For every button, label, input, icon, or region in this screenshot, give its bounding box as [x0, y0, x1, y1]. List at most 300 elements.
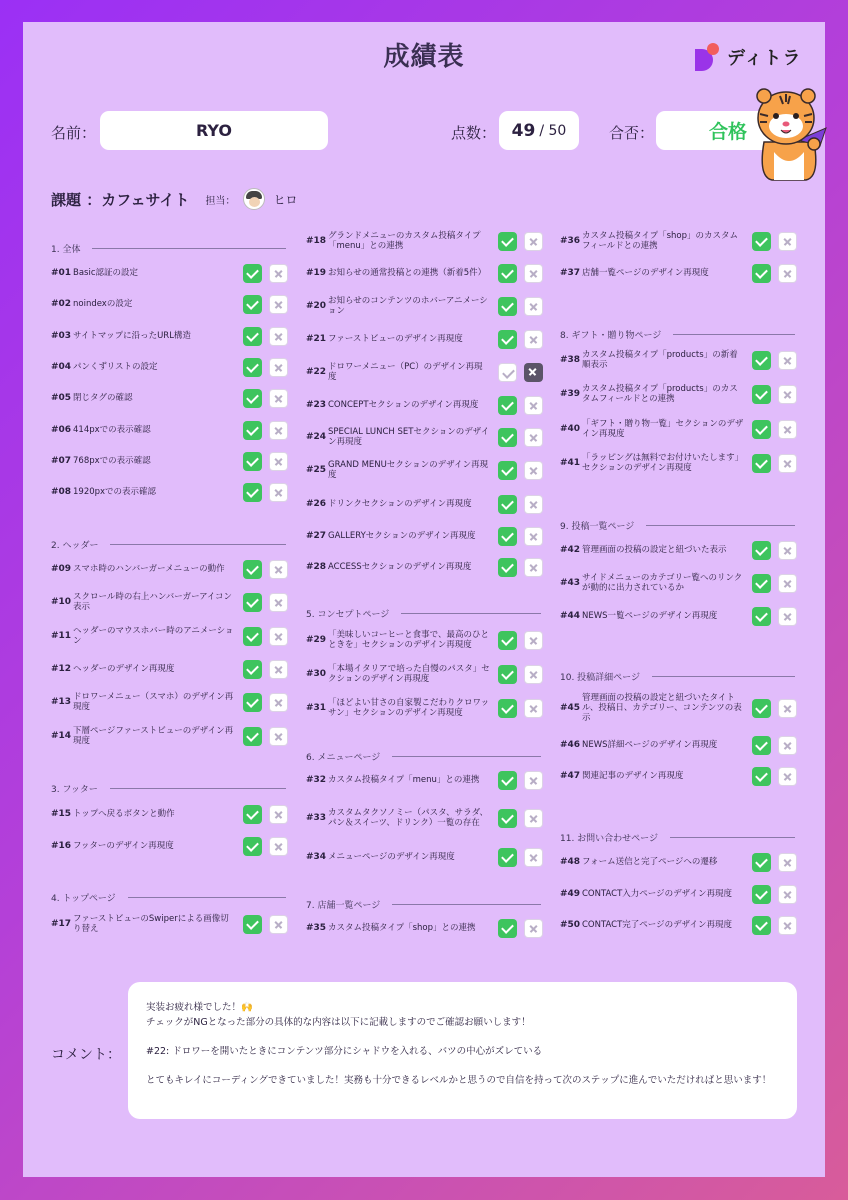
check-icon — [498, 495, 517, 514]
checklist-item — [306, 698, 551, 718]
check-icon — [243, 915, 262, 934]
cross-icon — [524, 771, 543, 790]
item-number: #28 — [306, 562, 327, 572]
check-icon — [752, 351, 771, 370]
item-number: #25 — [306, 465, 327, 475]
item-number: #36 — [560, 236, 581, 246]
item-label: 閉じタグの確認 — [73, 393, 133, 403]
checklist-item — [560, 884, 805, 904]
cross-icon — [269, 295, 288, 314]
checklist-item — [306, 494, 551, 514]
check-icon — [243, 727, 262, 746]
item-number: #31 — [306, 703, 327, 713]
item-number: #30 — [306, 669, 327, 679]
item-label: カスタム投稿タイプ「shop」との連携 — [328, 923, 476, 933]
item-number: #38 — [560, 355, 581, 365]
cross-icon — [269, 389, 288, 408]
logo-text: ディトラ — [727, 48, 802, 69]
cross-icon — [269, 693, 288, 712]
cross-icon — [778, 232, 797, 251]
cross-icon — [524, 919, 543, 938]
item-number: #48 — [560, 857, 581, 867]
section-header — [51, 538, 286, 551]
name-value: RYO — [100, 111, 328, 150]
check-icon — [243, 264, 262, 283]
item-label: GRAND MENUセクションのデザイン再現度 — [328, 460, 489, 480]
check-icon — [498, 428, 517, 447]
cross-icon — [269, 327, 288, 346]
item-number: #12 — [51, 664, 72, 674]
checklist-item — [560, 915, 805, 935]
checklist-item — [560, 231, 805, 251]
item-label: 管理画面の投稿の設定と紐づいた表示 — [582, 545, 727, 555]
check-icon — [498, 771, 517, 790]
item-number: #29 — [306, 635, 327, 645]
item-label: グランドメニューのカスタム投稿タイプ「menu」との連携 — [328, 231, 481, 251]
item-label: お知らせの通常投稿との連携（新着5件） — [328, 268, 487, 278]
item-number: #11 — [51, 631, 72, 641]
checklist-item — [560, 350, 805, 370]
check-icon — [243, 593, 262, 612]
section-header — [560, 328, 795, 341]
item-label: CONTACT入力ページのデザイン再現度 — [582, 889, 733, 899]
mentor-name: ヒロ — [273, 192, 298, 207]
cross-icon — [524, 396, 543, 415]
section-title: 8. ギフト・贈り物ページ — [560, 331, 662, 341]
checklist-item — [306, 557, 551, 577]
grade-sheet — [23, 22, 825, 1177]
check-icon — [752, 699, 771, 718]
check-icon — [752, 853, 771, 872]
check-icon — [243, 483, 262, 502]
cross-icon — [778, 607, 797, 626]
item-label: 下層ページファーストビューのデザイン再現度 — [73, 726, 234, 746]
section-divider — [652, 676, 795, 677]
checklist-item — [51, 626, 296, 646]
comment-label: コメント： — [51, 1047, 121, 1063]
comment-line: チェックがNGとなった部分の具体的な内容は以下に記載しますのでご確認お願いします！ — [146, 1017, 531, 1028]
checklist-item — [306, 395, 551, 415]
check-icon — [498, 809, 517, 828]
cross-icon — [269, 915, 288, 934]
checklist-item — [51, 692, 296, 712]
comment-line — [146, 1059, 779, 1073]
item-label: 「ほどよい甘さの自家製こだわりクロワッサン」セクションのデザイン再現度 — [328, 698, 490, 718]
cross-icon — [524, 699, 543, 718]
cross-icon — [524, 665, 543, 684]
check-icon — [752, 541, 771, 560]
section-divider — [401, 613, 541, 614]
check-icon — [752, 736, 771, 755]
item-number: #19 — [306, 268, 327, 278]
cross-icon — [524, 363, 543, 382]
check-icon — [752, 385, 771, 404]
checklist-item — [306, 526, 551, 546]
checklist-item — [51, 559, 296, 579]
checklist-item — [560, 693, 805, 723]
item-number: #24 — [306, 432, 327, 442]
check-icon — [498, 264, 517, 283]
result-label: 合否： — [609, 124, 655, 142]
cross-icon — [524, 848, 543, 867]
cross-icon — [778, 385, 797, 404]
item-number: #42 — [560, 545, 581, 555]
cross-icon — [778, 420, 797, 439]
logo-mark-icon — [695, 43, 721, 71]
cross-icon — [778, 574, 797, 593]
page-title: 成績表 — [383, 42, 465, 72]
cross-icon — [269, 727, 288, 746]
cross-icon — [524, 495, 543, 514]
item-label: 414pxでの表示確認 — [73, 425, 151, 435]
item-label: ドリンクセクションのデザイン再現度 — [328, 499, 472, 509]
item-label: カスタム投稿タイプ「products」の新着順表示 — [582, 350, 738, 370]
item-label: カスタム投稿タイプ「products」のカスタムフィールドとの連携 — [582, 384, 738, 404]
checklist-item — [560, 419, 805, 439]
check-icon — [752, 607, 771, 626]
section-header — [306, 750, 541, 763]
cross-icon — [269, 593, 288, 612]
tiger-mascot-icon — [750, 82, 828, 182]
item-label: ACCESSセクションのデザイン再現度 — [328, 562, 472, 572]
score-value: 49 — [511, 120, 536, 141]
task-row — [51, 188, 297, 210]
check-icon — [498, 919, 517, 938]
checklist-item — [51, 659, 296, 679]
item-number: #47 — [560, 771, 581, 781]
item-number: #34 — [306, 852, 327, 862]
item-label: 管理画面の投稿の設定と紐づいたタイトル、投稿日、カテゴリー、コンテンツの表示 — [582, 693, 742, 723]
check-icon — [243, 627, 262, 646]
item-number: #49 — [560, 889, 581, 899]
item-label: 「ギフト・贈り物一覧」セクションのデザイン再現度 — [582, 419, 744, 439]
item-number: #18 — [306, 236, 327, 246]
checklist-item — [560, 384, 805, 404]
item-number: #46 — [560, 740, 581, 750]
item-number: #13 — [51, 697, 72, 707]
comment-box — [128, 982, 797, 1119]
item-number: #09 — [51, 564, 72, 574]
check-icon — [498, 848, 517, 867]
item-number: #35 — [306, 923, 327, 933]
cross-icon — [524, 232, 543, 251]
cross-icon — [778, 736, 797, 755]
section-title: 10. 投稿詳細ページ — [560, 673, 640, 683]
comment-line: #22: ドロワーを開いたときにコンテンツ部分にシャドウを入れる、バツの中心がズレている — [146, 1046, 543, 1057]
checklist-item — [306, 263, 551, 283]
checklist-item — [51, 326, 296, 346]
item-label: ヘッダーのデザイン再現度 — [73, 664, 175, 674]
item-label: 768pxでの表示確認 — [73, 456, 151, 466]
item-label: サイドメニューのカテゴリー覧へのリンクが動的に出力されているか — [582, 573, 743, 593]
check-icon — [498, 363, 517, 382]
section-divider — [392, 756, 541, 757]
checklist-item — [306, 231, 551, 251]
section-title: 2. ヘッダー — [51, 541, 99, 551]
check-icon — [752, 574, 771, 593]
check-icon — [752, 420, 771, 439]
score-label: 点数： — [451, 124, 497, 142]
item-number: #15 — [51, 809, 72, 819]
score-total: / 50 — [539, 122, 567, 139]
item-number: #45 — [560, 703, 581, 713]
check-icon — [752, 454, 771, 473]
checklist-item — [306, 460, 551, 480]
item-label: 「美味しいコーヒーと食事で、最高のひとときを」セクションのデザイン再現度 — [328, 630, 489, 650]
item-label: 店舗一覧ページのデザイン再現度 — [582, 268, 709, 278]
item-label: ファーストビューのデザイン再現度 — [328, 334, 463, 344]
cross-icon — [778, 454, 797, 473]
cross-icon — [778, 264, 797, 283]
item-label: ドロワーメニュー（スマホ）のデザイン再現度 — [73, 692, 234, 712]
item-number: #04 — [51, 362, 72, 372]
check-icon — [243, 837, 262, 856]
item-label: パンくずリストの設定 — [73, 362, 158, 372]
item-number: #50 — [560, 920, 581, 930]
cross-icon — [524, 264, 543, 283]
checklist-item — [51, 388, 296, 408]
checklist-item — [560, 263, 805, 283]
cross-icon — [778, 767, 797, 786]
check-icon — [498, 558, 517, 577]
checklist-item — [306, 427, 551, 447]
check-icon — [498, 699, 517, 718]
check-icon — [243, 421, 262, 440]
cross-icon — [778, 541, 797, 560]
comment-line: とてもキレイにコーディングできていました！実務も十分できるレベルかと思うので自信を持って次のステップに進んでいただければと思います！ — [146, 1075, 772, 1086]
cross-icon — [269, 627, 288, 646]
item-number: #14 — [51, 731, 72, 741]
cross-icon — [778, 351, 797, 370]
cross-icon — [269, 660, 288, 679]
cross-icon — [269, 805, 288, 824]
check-icon — [498, 330, 517, 349]
item-number: #44 — [560, 611, 581, 621]
section-title: 11. お問い合わせページ — [560, 834, 658, 844]
mentor-avatar — [243, 188, 265, 210]
cross-icon — [524, 558, 543, 577]
checklist-item — [306, 847, 551, 867]
checklist-item — [306, 770, 551, 790]
item-number: #05 — [51, 393, 72, 403]
cross-icon — [778, 885, 797, 904]
check-icon — [243, 660, 262, 679]
cross-icon — [524, 330, 543, 349]
item-number: #01 — [51, 268, 72, 278]
check-icon — [243, 452, 262, 471]
item-number: #03 — [51, 331, 72, 341]
item-number: #22 — [306, 367, 327, 377]
check-icon — [498, 631, 517, 650]
section-divider — [92, 248, 286, 249]
task-title: 課題 ：カフェサイト — [51, 190, 190, 209]
cross-icon — [524, 428, 543, 447]
check-icon — [243, 805, 262, 824]
item-label: カスタム投稿タイプ「shop」のカスタムフィールドとの連携 — [582, 231, 738, 251]
item-label: GALLERYセクションのデザイン再現度 — [328, 531, 476, 541]
item-number: #33 — [306, 813, 327, 823]
score-box — [499, 111, 579, 150]
section-header — [306, 898, 541, 911]
section-header — [51, 242, 286, 255]
item-label: ファーストビューのSwiperによる画像切り替え — [73, 914, 229, 934]
section-divider — [110, 788, 286, 789]
check-icon — [498, 396, 517, 415]
cross-icon — [269, 452, 288, 471]
checklist-item — [306, 664, 551, 684]
check-icon — [498, 665, 517, 684]
item-number: #16 — [51, 841, 72, 851]
section-header — [560, 670, 795, 683]
check-icon — [243, 295, 262, 314]
checklist-item — [51, 914, 296, 934]
section-divider — [646, 525, 795, 526]
item-number: #39 — [560, 389, 581, 399]
cross-icon — [269, 837, 288, 856]
item-label: NEWS一覧ページのデザイン再現度 — [582, 611, 718, 621]
section-header — [51, 782, 286, 795]
item-label: カスタムタクソノミー（パスタ、サラダ、パン＆スイーツ、ドリンク）一覧の存在 — [328, 808, 489, 828]
checklist-item — [51, 592, 296, 612]
item-label: Basic認証の設定 — [73, 268, 139, 278]
item-label: フッターのデザイン再現度 — [73, 841, 174, 851]
check-icon — [752, 232, 771, 251]
item-number: #07 — [51, 456, 72, 466]
item-number: #17 — [51, 919, 72, 929]
brand-logo — [695, 40, 805, 74]
cross-icon — [269, 264, 288, 283]
check-icon — [752, 767, 771, 786]
item-number: #06 — [51, 425, 72, 435]
section-divider — [670, 837, 795, 838]
check-icon — [498, 527, 517, 546]
check-icon — [752, 264, 771, 283]
checklist-item — [560, 852, 805, 872]
item-number: #27 — [306, 531, 327, 541]
item-label: トップへ戻るボタンと動作 — [73, 809, 175, 819]
item-label: CONCEPTセクションのデザイン再現度 — [328, 400, 479, 410]
result-value: 合格 — [656, 111, 800, 150]
cross-icon — [269, 560, 288, 579]
item-label: 「本場イタリアで培った自慢のパスタ」セクションのデザイン再現度 — [328, 664, 490, 684]
section-title: 9. 投稿一覧ページ — [560, 522, 635, 532]
section-title: 3. フッター — [51, 785, 98, 795]
checklist-item — [51, 836, 296, 856]
item-number: #20 — [306, 301, 327, 311]
checklist-item — [560, 606, 805, 626]
cross-icon — [524, 297, 543, 316]
check-icon — [243, 693, 262, 712]
section-header — [560, 519, 795, 532]
check-icon — [243, 327, 262, 346]
item-label: noindexの設定 — [73, 299, 133, 309]
checklist-item — [560, 540, 805, 560]
checklist-item — [306, 296, 551, 316]
section-title: 1. 全体 — [51, 245, 81, 255]
checklist-item — [306, 630, 551, 650]
item-label: 1920pxでの表示確認 — [73, 487, 157, 497]
item-label: NEWS詳細ページのデザイン再現度 — [582, 740, 718, 750]
checklist-item — [560, 453, 805, 473]
checklist-item — [306, 362, 551, 382]
cross-icon — [778, 699, 797, 718]
item-label: 「ラッピングは無料でお付けいたします」セクションのデザイン再現度 — [582, 453, 744, 473]
section-header — [51, 891, 286, 904]
item-number: #32 — [306, 775, 327, 785]
name-label: 名前： — [51, 124, 97, 142]
comment-line: 実装お疲れ様でした！🙌 — [146, 1002, 253, 1013]
cross-icon — [778, 916, 797, 935]
cross-icon — [524, 461, 543, 480]
checklist-item — [51, 482, 296, 502]
item-number: #41 — [560, 458, 581, 468]
cross-icon — [524, 809, 543, 828]
item-label: CONTACT完了ページのデザイン再現度 — [582, 920, 733, 930]
checklist-item — [306, 918, 551, 938]
section-header — [306, 607, 541, 620]
cross-icon — [269, 358, 288, 377]
checklist-item — [560, 573, 805, 593]
item-number: #26 — [306, 499, 327, 509]
checklist-item — [560, 735, 805, 755]
checklist-item — [306, 329, 551, 349]
checklist-item — [51, 451, 296, 471]
cross-icon — [269, 483, 288, 502]
checklist-item — [51, 804, 296, 824]
section-title: 7. 店舗一覧ページ — [306, 901, 381, 911]
item-number: #37 — [560, 268, 581, 278]
check-icon — [752, 885, 771, 904]
check-icon — [498, 232, 517, 251]
item-label: ヘッダーのマウスホバー時のアニメーション — [73, 626, 234, 646]
item-label: スマホ時のハンバーガーメニューの動作 — [73, 564, 225, 574]
section-divider — [673, 334, 795, 335]
item-number: #10 — [51, 597, 72, 607]
item-number: #02 — [51, 299, 72, 309]
check-icon — [498, 297, 517, 316]
section-divider — [128, 897, 286, 898]
checklist-item — [51, 357, 296, 377]
item-label: 関連記事のデザイン再現度 — [582, 771, 684, 781]
cross-icon — [524, 527, 543, 546]
item-label: SPECIAL LUNCH SETセクションのデザイン再現度 — [328, 427, 490, 447]
checklist-item — [51, 420, 296, 440]
cross-icon — [778, 853, 797, 872]
section-title: 6. メニューページ — [306, 753, 381, 763]
cross-icon — [269, 421, 288, 440]
check-icon — [498, 461, 517, 480]
section-title: 4. トップページ — [51, 894, 116, 904]
item-label: サイトマップに沿ったURL構造 — [73, 331, 191, 341]
section-title: 5. コンセプトページ — [306, 610, 390, 620]
item-label: スクロール時の右上ハンバーガーアイコン表示 — [73, 592, 233, 612]
check-icon — [243, 560, 262, 579]
check-icon — [243, 389, 262, 408]
item-number: #43 — [560, 578, 581, 588]
item-number: #40 — [560, 424, 581, 434]
check-icon — [752, 916, 771, 935]
item-label: お知らせのコンテンツのホバーアニメーション — [328, 296, 488, 316]
check-icon — [243, 358, 262, 377]
mentor-label: 担当： — [205, 195, 236, 207]
comment-line — [146, 1030, 779, 1044]
item-number: #08 — [51, 487, 72, 497]
item-label: ドロワーメニュー（PC）のデザイン再現度 — [328, 362, 483, 382]
section-divider — [110, 544, 286, 545]
item-label: カスタム投稿タイプ「menu」との連携 — [328, 775, 480, 785]
checklist-item — [51, 726, 296, 746]
section-header — [560, 831, 795, 844]
